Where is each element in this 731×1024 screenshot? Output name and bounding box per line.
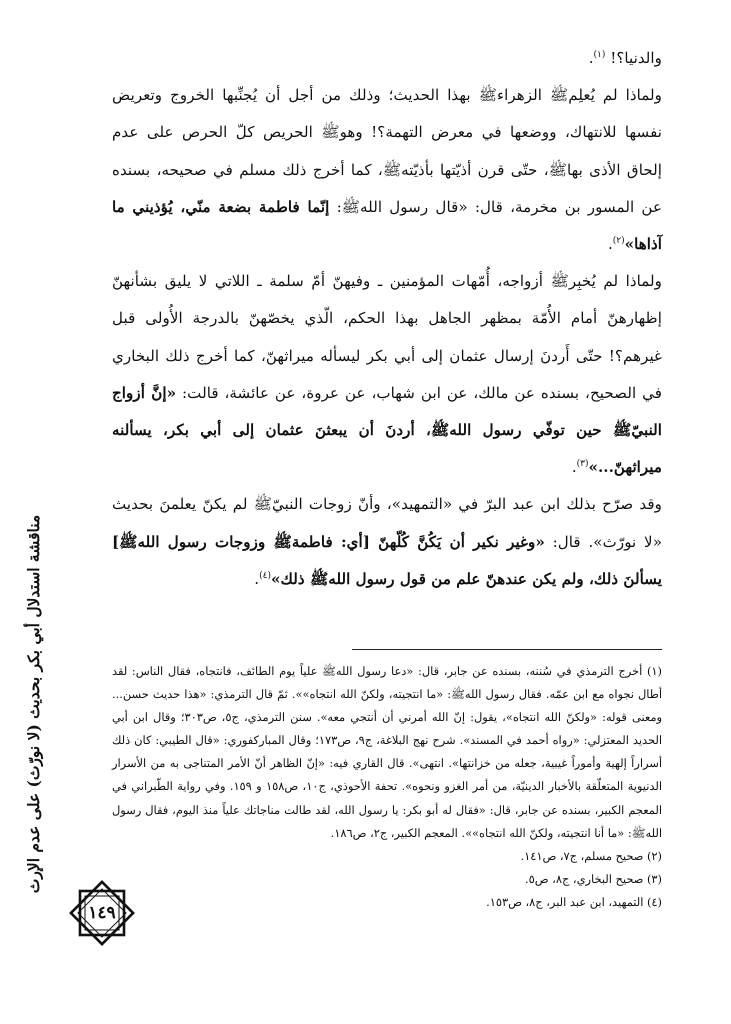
footnotes xyxy=(112,660,662,914)
paragraph-0-text: والدنيا؟! xyxy=(610,49,662,67)
footnote-4: (٤) التمهيد، ابن عبد البر، ج٨، ص١٥٣. xyxy=(486,894,662,909)
footnote-ref-3: (٣) xyxy=(576,459,589,470)
paragraph-3-text: وقد صرّح بذلك ابن عبد البرّ في «التمهيد»، وأنّ زوجات النبيّﷺ لم يكنّ يعلمنَ بحديث «لا نورّث». قال: xyxy=(112,495,663,551)
paragraph-2: ولماذا لم يُخبِرﷺ أزواجه، أُمّهات المؤمنين ـ وفيهنّ أمّ سلمة ـ اللاتي لا يليق بشأنهنّ إظهارهنّ أمام الأُمّة بمظهر الجاهل بهذا الحكم، الّذي يخصّهنّ بالدرجة الأُولى قبل غيرهم؟! حتّى أَردنَ إرسال عثمان إلى أبي بكر ليسأله ميراثهنّ، كما أخرج ذلك البخاري في الصحيح، بسنده عن مالك، عن ابن شهاب، عن عروة، عن عائشة، قالت: «إنَّ أزواج النبيّﷺ حين توفّي رسول اللهﷺ، أردنَ أن يبعثنَ عثمان إلى أبي بكر، يسألنه ميراثهنّ...»$^{(٣)}$. xyxy=(112,272,662,477)
main-text xyxy=(112,40,662,598)
paragraph-1: ولماذا لم يُعلِمﷺ الزهراءﷺ بهذا الحديث؛ وذلك من أجل أن يُجنِّبها الخروج وتعريض نفسها للانتهاك، ووضعها في معرض التهمة؟! وهوﷺ الحريص كلّ الحرص على عدم إلحاق الأذى بهاﷺ، حتّى قرن أذيّتها بأذيّتهﷺ، كما أخرج ذلك مسلم في صحيحه، بسنده عن المسور بن مخرمة، قال: «قال رسول اللهﷺ: إنّما فاطمة بضعة منّي، يُؤذيني ما آذاها»$^{(٢)}$. xyxy=(112,86,663,254)
footnote-ref-4: (٤) xyxy=(259,570,271,581)
footnote-divider xyxy=(352,649,662,650)
footnote-3: (٣) صحيح البخاري، ج٨، ص٥. xyxy=(525,871,662,886)
paragraph-1-text: ولماذا لم يُعلِمﷺ الزهراءﷺ بهذا الحديث؛ وذلك من أجل أن يُجنِّبها الخروج وتعريض نفسها للانتهاك، ووضعها في معرض التهمة؟! وهوﷺ الحريص كلّ الحرص على عدم إلحاق الأذى بهاﷺ، حتّى قرن أذيّتها بأذيّتهﷺ، كما أخرج ذلك مسلم في صحيحه، بسنده عن المسور بن مخرمة، قال: «قال رسول اللهﷺ: xyxy=(112,86,663,216)
footnote-ref-1: (١) xyxy=(593,49,606,60)
paragraph-2-quote: «إنَّ أزواج النبيّﷺ حين توفّي رسول اللهﷺ، أردنَ أن يبعثنَ عثمان إلى أبي بكر، يسألنه ميراثهنّ...» xyxy=(112,383,662,477)
paragraph-1-quote: إنّما فاطمة بضعة منّي، يُؤذيني ما آذاها» xyxy=(112,197,662,254)
paragraph-3-quote: «وغير نكير أن يَكُنَّ كُلّهنّ [أي: فاطمةﷺ وزوجات رسول اللهﷺ] يسألنَ ذلك، ولم يكن عندهنّ علم من قول رسول اللهﷺ ذلك» xyxy=(112,532,662,588)
footnote-1: (١) أخرج الترمذي في سُننه، بسنده عن جابر، قال: «دعا رسول اللهﷺ علياً يوم الطائف، فانتجاه، فقال الناس: لقد أطال نجواه مع ابن عمّه. فقال رسول اللهﷺ: «ما انتجيته، ولكنّ الله انتجاه»». ثمّ قال الترمذي: «هذا حديث حسن... ومعنى قوله: «ولكنّ الله انتجاه»، يقول: إنّ الله أمرني أن أنتجي معه». سنن الترمذي، ج٥، ص٣٠٣؛ وقال ابن أبي الحديد المعتزلي: «رواه أحمد في المسند». شرح نهج البلاغة، ج٩، ص١٧٣؛ وقال المباركفوري: «قال الطيبي: كان ذلك أسراراً إلهية وأموراً غيبية، جعله من خزانتها». انتهى». قال القاري فيه: «إنّ الظاهر أنّ الأمر المتناجى به من الأسرار الدنيوية المتعلّقة بالأخبار الدينيّة، من أمر الغزو ونحوه». تحفة الأحوذي، ج١٠، ص١٥٨ و ١٥٩. وفي رواية الطّبراني في المعجم الكبير، بسنده عن جابر، قال: «فقال له أبو بكر: يا رسول الله، لقد طالت مناجاتك علياً منذ اليوم، فقال رسول اللهﷺ: «ما أنا انتجيته، ولكنّ الله انتجاه»». المعجم الكبير، ج٢، ص١٨٦. xyxy=(112,664,662,840)
paragraph-3: وقد صرّح بذلك ابن عبد البرّ في «التمهيد»، وأنّ زوجات النبيّﷺ لم يكنّ يعلمنَ بحديث «لا نورّث». قال: «وغير نكير أن يَكُنَّ كُلّهنّ [أي: فاطمةﷺ وزوجات رسول اللهﷺ] يسألنَ ذلك، ولم يكن عندهنّ علم من قول رسول اللهﷺ ذلك»$^{(٤)}$. xyxy=(112,495,663,588)
footnote-ref-2: (٢) xyxy=(612,235,625,246)
paragraph-0: والدنيا؟! $^{(١)}$. xyxy=(588,49,662,67)
running-header-vertical: مناقشة استدلال أبي بكر بحديث (لا نورّث) على عدم الإرث xyxy=(24,514,43,894)
footnote-2: (٢) صحيح مسلم، ج٧، ص١٤١. xyxy=(520,848,662,863)
page-number: ١٤٩ xyxy=(88,903,116,923)
paragraph-2-text: ولماذا لم يُخبِرﷺ أزواجه، أُمّهات المؤمنين ـ وفيهنّ أمّ سلمة ـ اللاتي لا يليق بشأنهنّ إظهارهنّ أمام الأُمّة بمظهر الجاهل بهذا الحكم، الّذي يخصّهنّ بالدرجة الأُولى قبل غيرهم؟! حتّى أَردنَ إرسال عثمان إلى أبي بكر ليسأله ميراثهنّ، كما أخرج ذلك البخاري في الصحيح، بسنده عن مالك، عن ابن شهاب، عن عروة، عن عائشة، قالت: xyxy=(112,272,662,402)
